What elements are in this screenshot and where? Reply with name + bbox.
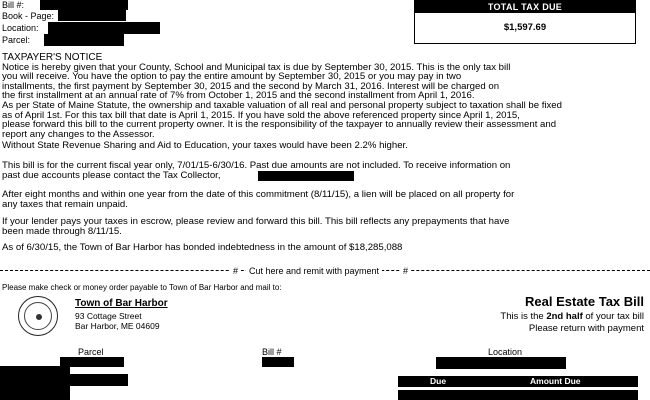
redacted-tax-collector xyxy=(258,171,354,181)
fiscal-year-line-2: past due accounts please contact the Tax Collector, xyxy=(2,170,221,181)
bonded-debt-note: As of 6/30/15, the Town of Bar Harbor has bonded indebtedness in the amount of $18,285,088 xyxy=(2,242,403,253)
total-tax-label: TOTAL TAX DUE xyxy=(415,1,635,13)
lien-line-1: After eight months and within one year from the date of this commitment (8/11/15), a lien will be placed on all property for xyxy=(2,189,515,200)
book-page-label: Book - Page: xyxy=(2,11,55,21)
town-name: Town of Bar Harbor xyxy=(75,298,168,309)
redacted-location xyxy=(48,22,160,34)
notice-line: as of April 1st. For this tax bill that date is April 1, 2015. If you have sold the above referenced property since April 1, 2015, xyxy=(2,110,520,121)
stub-due-label: Due xyxy=(430,376,447,386)
redacted-bill-number xyxy=(40,0,128,10)
redacted-stub-bill xyxy=(262,357,294,367)
notice-line: report any changes to the Assessor. xyxy=(2,129,155,140)
redacted-parcel xyxy=(44,34,124,46)
location-label: Location: xyxy=(2,23,39,33)
notice-line: As per State of Maine Statute, the ownership and taxable valuation of all real and personal property subject to taxation shall be fixed xyxy=(2,100,562,111)
redacted-due-row xyxy=(398,390,638,400)
escrow-line-1: If your lender pays your taxes in escrow, please review and forward this bill. This bill reflects any prepayments that have xyxy=(2,216,510,227)
notice-title: TAXPAYER'S NOTICE xyxy=(2,53,103,63)
return-note: Please return with payment xyxy=(528,323,644,334)
total-tax-amount: $1,597.69 xyxy=(503,22,547,33)
stub-bill-label: Bill # xyxy=(262,347,282,357)
notice-line: installments, the first payment by September 30, 2015 and the second by March 31, 2016. Interest will be charged on xyxy=(2,81,500,92)
installment-note: This is the 2nd half of your tax bill xyxy=(500,311,644,322)
stub-amount-due-label: Amount Due xyxy=(530,376,581,386)
parcel-label: Parcel: xyxy=(2,35,31,45)
revenue-sharing-note: Without State Revenue Sharing and Aid to Education, your taxes would have been 2.2% higher. xyxy=(2,140,408,151)
town-city: Bar Harbor, ME 04609 xyxy=(75,321,160,331)
stub-parcel-label: Parcel xyxy=(78,347,104,357)
redacted-owner-address xyxy=(68,374,128,386)
stub-location-label: Location xyxy=(488,347,523,357)
redacted-stub-location xyxy=(436,357,566,369)
total-tax-box xyxy=(414,0,636,44)
notice-line: please forward this bill to the current property owner. It is the responsibility of the taxpayer to annually review their assessment and xyxy=(2,120,557,130)
cut-instructions: Cut here and remit with payment xyxy=(246,266,382,276)
taxpayer-notice xyxy=(2,53,646,139)
notice-line: Notice is hereby given that your County, School and Municipal tax is due by September 30, 2015. This is the only tax bill xyxy=(2,62,511,73)
lien-line-2: any taxes that remain unpaid. xyxy=(2,199,128,210)
notice-line: the first installment at an annual rate of 7% from October 1, 2015 and the second installment from April 1, 2016. xyxy=(2,91,475,101)
town-street: 93 Cottage Street xyxy=(75,311,142,321)
notice-line: you will receive. You have the option to pay the entire amount by September 30, 2015 or you may pay in two xyxy=(2,72,462,82)
bill-number-label: Bill #: xyxy=(2,0,25,10)
real-estate-tax-bill-title: Real Estate Tax Bill xyxy=(525,294,644,309)
payable-instructions: Please make check or money order payable to Town of Bar Harbor and mail to: xyxy=(2,283,282,292)
cut-marker-left: # xyxy=(230,266,241,276)
cut-marker-right: # xyxy=(400,266,411,276)
town-seal-icon xyxy=(18,296,58,336)
escrow-line-2: been made through 8/11/15. xyxy=(2,226,122,237)
fiscal-year-line-1: This bill is for the current fiscal year only, 7/01/15-6/30/16. Past due amounts are not included. To receive information on xyxy=(2,160,511,171)
redacted-owner-block xyxy=(0,366,70,400)
redacted-book-page xyxy=(58,10,126,21)
